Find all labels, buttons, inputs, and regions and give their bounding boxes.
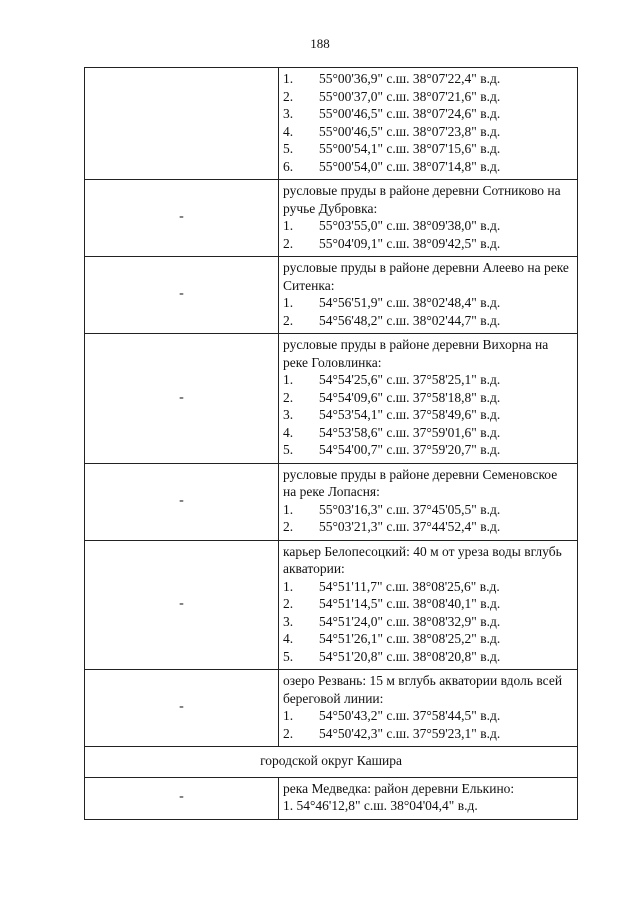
coordinate-value: 54°54'09,6" с.ш. 37°58'18,8" в.д. bbox=[319, 389, 501, 405]
coordinate-value: 55°04'09,1" с.ш. 38°09'42,5" в.д. bbox=[319, 235, 501, 251]
row-marker: - bbox=[179, 492, 184, 508]
coordinate-line bbox=[283, 371, 573, 389]
coordinate-line bbox=[283, 217, 573, 235]
coordinate-value: 54°56'48,2" с.ш. 38°02'44,7" в.д. bbox=[319, 312, 501, 328]
coordinate-line bbox=[283, 406, 573, 424]
object-description: русловые пруды в районе деревни Сотниково на ручье Дубровка: bbox=[283, 183, 561, 216]
row-marker-cell bbox=[85, 463, 279, 540]
coordinate-line bbox=[283, 613, 573, 631]
table-row bbox=[85, 777, 578, 819]
table-row bbox=[85, 180, 578, 257]
coordinate-number: 1. bbox=[283, 218, 294, 233]
object-description: река Медведка: район деревни Елькино: bbox=[283, 780, 515, 796]
section-header-row bbox=[85, 747, 578, 778]
coordinate-line bbox=[283, 235, 573, 253]
coordinate-value: 54°54'00,7" с.ш. 37°59'20,7" в.д. bbox=[319, 442, 501, 457]
coordinate-number: 6. bbox=[283, 158, 294, 174]
coordinate-line bbox=[283, 70, 573, 88]
coordinate-number: 2. bbox=[283, 88, 294, 104]
row-marker: - bbox=[179, 789, 184, 805]
row-marker: - bbox=[179, 596, 184, 611]
row-description-cell bbox=[279, 180, 578, 257]
coordinate-line bbox=[283, 648, 573, 666]
coordinate-line bbox=[283, 312, 573, 330]
coordinate-line bbox=[283, 389, 573, 407]
object-description: русловые пруды в районе деревни Семеновское на реке Лопасня: bbox=[283, 466, 558, 499]
coordinate-line bbox=[283, 518, 573, 536]
coordinate-line bbox=[283, 424, 573, 442]
coordinate-number: 2. bbox=[283, 725, 294, 741]
row-description-cell bbox=[279, 670, 578, 747]
water-objects-table bbox=[84, 67, 578, 820]
coordinate-value: 55°00'37,0" с.ш. 38°07'21,6" в.д. bbox=[319, 88, 501, 104]
table-row bbox=[85, 463, 578, 540]
section-header: городской округ Кашира bbox=[85, 747, 578, 778]
coordinate-value: 55°00'46,5" с.ш. 38°07'23,8" в.д. bbox=[319, 123, 501, 139]
row-description-cell bbox=[279, 777, 578, 819]
row-description-cell bbox=[279, 540, 578, 670]
row-marker-cell bbox=[85, 540, 279, 670]
coordinate-line bbox=[283, 88, 573, 106]
coordinate-line bbox=[283, 123, 573, 141]
coordinate-line bbox=[283, 105, 573, 123]
row-marker-cell bbox=[85, 68, 279, 180]
coordinate-number: 3. bbox=[283, 106, 294, 121]
coordinate-number: 3. bbox=[283, 613, 294, 629]
coordinate-value: 54°53'58,6" с.ш. 37°59'01,6" в.д. bbox=[319, 424, 501, 440]
row-marker: - bbox=[179, 286, 184, 302]
coordinate-line bbox=[283, 578, 573, 596]
row-description-cell bbox=[279, 334, 578, 464]
coordinate-value: 54°54'25,6" с.ш. 37°58'25,1" в.д. bbox=[319, 372, 501, 387]
coordinate-number: 4. bbox=[283, 424, 294, 440]
coordinate-line bbox=[283, 725, 573, 743]
row-marker-cell bbox=[85, 670, 279, 747]
coordinate-value: 55°00'46,5" с.ш. 38°07'24,6" в.д. bbox=[319, 106, 501, 121]
row-marker: - bbox=[179, 699, 184, 715]
row-description-cell bbox=[279, 257, 578, 334]
coordinate-line bbox=[283, 630, 573, 648]
coordinate-number: 5. bbox=[283, 442, 294, 457]
row-marker-cell bbox=[85, 257, 279, 334]
coordinate-value: 55°03'16,3" с.ш. 37°45'05,5" в.д. bbox=[319, 501, 501, 517]
row-marker-cell bbox=[85, 777, 279, 819]
coordinate-number: 5. bbox=[283, 648, 294, 664]
coordinate-number: 2. bbox=[283, 519, 294, 534]
coordinate-number: 1. bbox=[283, 708, 294, 723]
coordinate-value: 54°51'24,0" с.ш. 38°08'32,9" в.д. bbox=[319, 613, 501, 629]
coordinate-number: 2. bbox=[283, 312, 294, 328]
coordinate-value: 1. 54°46'12,8" с.ш. 38°04'04,4" в.д. bbox=[283, 798, 478, 813]
coordinate-number: 1. bbox=[283, 578, 294, 594]
table-row bbox=[85, 334, 578, 464]
coordinate-line bbox=[283, 707, 573, 725]
coordinate-value: 55°00'36,9" с.ш. 38°07'22,4" в.д. bbox=[319, 71, 501, 86]
row-marker-cell bbox=[85, 180, 279, 257]
coordinate-value: 54°50'42,3" с.ш. 37°59'23,1" в.д. bbox=[319, 725, 501, 741]
coordinate-value: 54°51'14,5" с.ш. 38°08'40,1" в.д. bbox=[319, 596, 501, 611]
coordinate-line bbox=[283, 501, 573, 519]
coordinate-number: 5. bbox=[283, 141, 294, 156]
object-description: карьер Белопесоцкий: 40 м от уреза воды вглубь акватории: bbox=[283, 543, 562, 576]
coordinate-number: 1. bbox=[283, 501, 294, 517]
coordinate-number: 2. bbox=[283, 596, 294, 611]
row-marker-cell bbox=[85, 334, 279, 464]
coordinate-line bbox=[283, 595, 573, 613]
coordinate-line bbox=[283, 158, 573, 176]
coordinate-line bbox=[283, 140, 573, 158]
coordinate-line bbox=[283, 441, 573, 459]
coordinate-value: 55°00'54,1" с.ш. 38°07'15,6" в.д. bbox=[319, 141, 501, 156]
coordinate-number: 1. bbox=[283, 372, 294, 387]
coordinate-number: 3. bbox=[283, 407, 294, 422]
table-row bbox=[85, 68, 578, 180]
coordinate-value: 54°51'11,7" с.ш. 38°08'25,6" в.д. bbox=[319, 578, 500, 594]
table-row bbox=[85, 670, 578, 747]
coordinate-number: 2. bbox=[283, 389, 294, 405]
table-row bbox=[85, 540, 578, 670]
table-row bbox=[85, 257, 578, 334]
object-description: русловые пруды в районе деревни Алеево на реке Ситенка: bbox=[283, 260, 569, 293]
coordinate-value: 55°00'54,0" с.ш. 38°07'14,8" в.д. bbox=[319, 158, 501, 174]
coordinate-number: 4. bbox=[283, 631, 294, 646]
coordinate-value: 54°56'51,9" с.ш. 38°02'48,4" в.д. bbox=[319, 295, 501, 310]
coordinate-value: 55°03'55,0" с.ш. 38°09'38,0" в.д. bbox=[319, 218, 501, 233]
row-marker: - bbox=[179, 389, 184, 405]
coordinate-number: 2. bbox=[283, 235, 294, 251]
row-description-cell bbox=[279, 68, 578, 180]
row-marker: - bbox=[179, 209, 184, 225]
coordinate-number: 1. bbox=[283, 71, 294, 86]
coordinate-value: 54°51'20,8" с.ш. 38°08'20,8" в.д. bbox=[319, 648, 501, 664]
coordinate-line bbox=[283, 294, 573, 312]
object-description: озеро Резвань: 15 м вглубь акватории вдоль всей береговой линии: bbox=[283, 673, 563, 706]
object-description: русловые пруды в районе деревни Вихорна на реке Головлинка: bbox=[283, 337, 549, 370]
coordinate-number: 4. bbox=[283, 123, 294, 139]
coordinate-value: 54°53'54,1" с.ш. 37°58'49,6" в.д. bbox=[319, 407, 501, 422]
coordinate-value: 54°51'26,1" с.ш. 38°08'25,2" в.д. bbox=[319, 631, 501, 646]
coordinate-number: 1. bbox=[283, 295, 294, 310]
coordinate-value: 54°50'43,2" с.ш. 37°58'44,5" в.д. bbox=[319, 708, 501, 723]
coordinate-value: 55°03'21,3" с.ш. 37°44'52,4" в.д. bbox=[319, 519, 501, 534]
page-number: 188 bbox=[310, 36, 330, 51]
row-description-cell bbox=[279, 463, 578, 540]
